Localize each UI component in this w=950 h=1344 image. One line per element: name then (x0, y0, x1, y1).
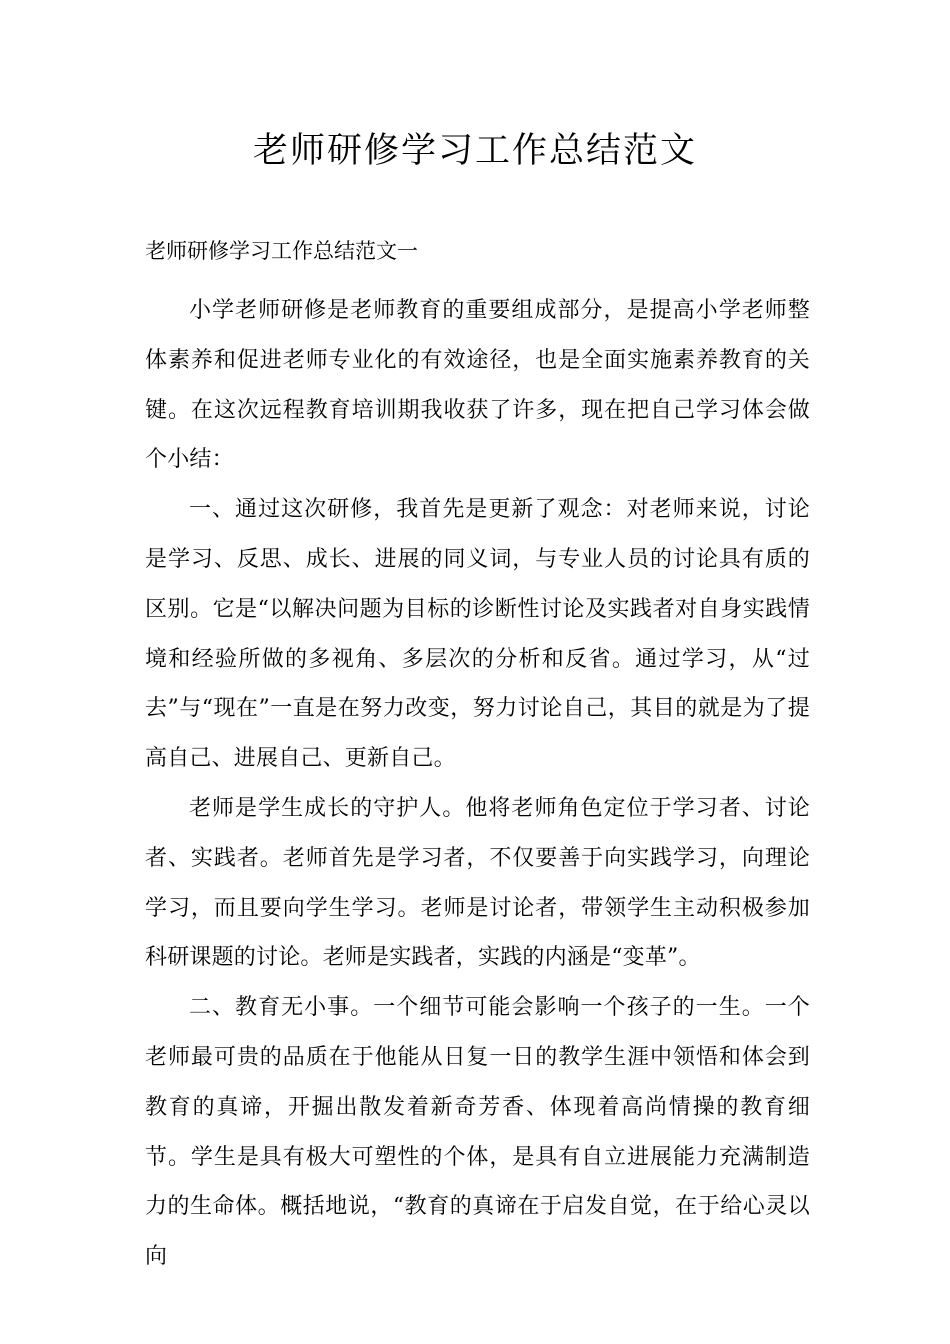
paragraph-3: 老师是学生成长的守护人。他将老师角色定位于学习者、讨论者、实践者。老师首先是学习者，不仅要善于向实践学习，向理论学习，而且要向学生学习。老师是讨论者，带领学生主动积极参加科研课题的讨论。老师是实践者，实践的内涵是“变革”。 (145, 795, 810, 971)
document-body (145, 286, 810, 1282)
document-title: 老师研修学习工作总结范文 (252, 131, 697, 171)
paragraph-1: 小学老师研修是老师教育的重要组成部分，是提高小学老师整体素养和促进老师专业化的有效途径，也是全面实施素养教育的关键。在这次远程教育培训期我收获了许多，现在把自己学习体会做个小结： (145, 298, 810, 473)
paragraph-4: 二、教育无小事。一个细节可能会影响一个孩子的一生。一个老师最可贵的品质在于他能从日复一日的教学生涯中领悟和体会到教育的真谛，开掘出散发着新奇芳香、体现着高尚情操的教育细节。学生是具有极大可塑性的个体，是具有自立进展能力充满制造力的生命体。概括地说，“教育的真谛在于启发自觉，在于给心灵以向 (145, 995, 810, 1270)
paragraph-2: 一、通过这次研修，我首先是更新了观念：对老师来说，讨论是学习、反思、成长、进展的同义词，与专业人员的讨论具有质的区别。它是“以解决问题为目标的诊断性讨论及实践者对自身实践情境和经验所做的多视角、多层次的分析和反省。通过学习，从“过去”与“现在”一直是在努力改变，努力讨论自己，其目的就是为了提高自己、进展自己、更新自己。 (145, 497, 810, 772)
document-subtitle: 老师研修学习工作总结范文一 (145, 239, 418, 263)
